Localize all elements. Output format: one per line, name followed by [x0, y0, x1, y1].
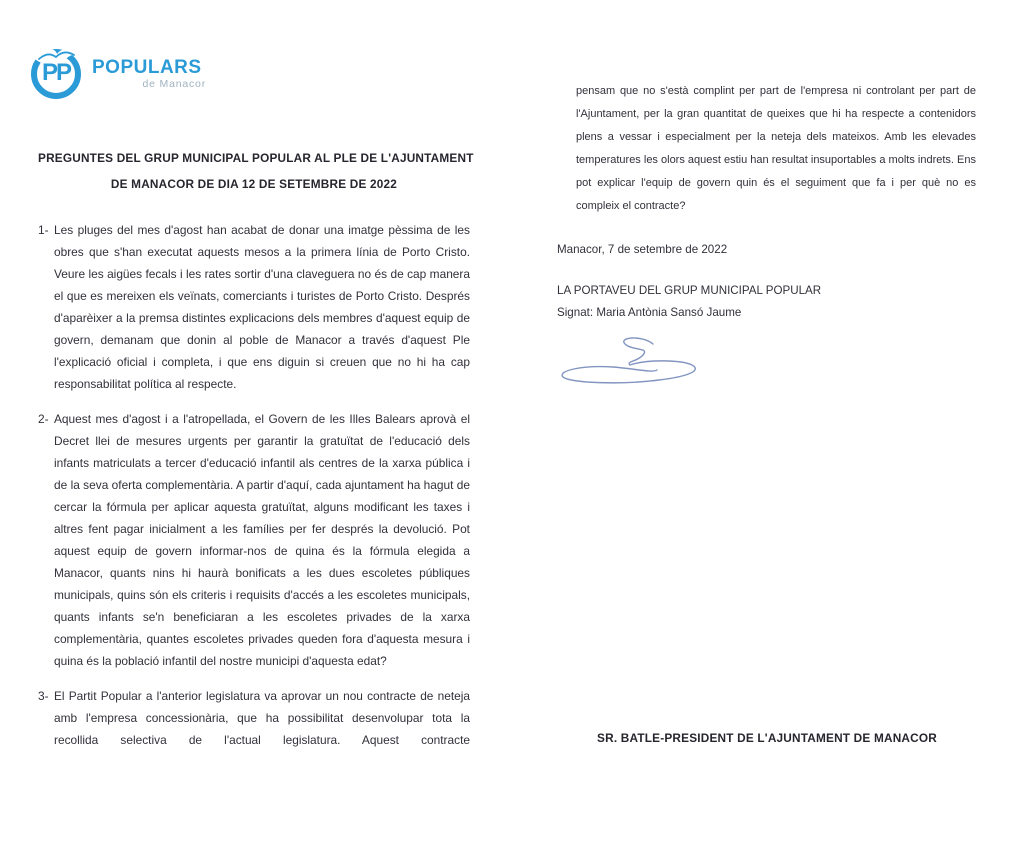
question-number: 3-	[38, 689, 49, 703]
signature-ink-icon	[554, 333, 710, 395]
addressee-line: SR. BATLE-PRESIDENT DE L'AJUNTAMENT DE MANACOR	[597, 731, 937, 745]
question-text: El Partit Popular a l'anterior legislatura va aprovar un nou contracte de neteja amb l'empresa concessionària, que ha possibilitat desenvolupar tota la recollida selectiva de l'actual legislatura. Aquest contracte	[54, 689, 470, 747]
pp-circle-logo-icon	[27, 46, 85, 100]
questions-list	[38, 219, 470, 751]
question-item-3	[38, 685, 470, 751]
signatory-role: LA PORTAVEU DEL GRUP MUNICIPAL POPULAR	[557, 284, 822, 297]
question-text: Les pluges del mes d'agost han acabat de donar una imatge pèssima de les obres que s'han executat aquests mesos a la primera línia de Porto Cristo. Veure les aigües fecals i les rates sortir d'una claveguera no és de cap manera el que es mereixen els veïnats, comerciants i turistes de Porto Cristo. Després d'aparèixer a la premsa distintes explicacions dels membres d'aquest equip de govern, demanam que donin al poble de Manacor a través d'aquest Ple l'explicació oficial i completa, i que ens diguin si creuen que no hi ha cap responsabilitat política al respecte.	[54, 223, 470, 391]
pp-monogram: PP	[41, 59, 70, 86]
question-text: Aquest mes d'agost i a l'atropellada, el Govern de les Illes Balears aprovà el Decret llei de mesures urgents per garantir la gratuïtat de l'educació dels infants matriculats a tercer d'educació infantil als centres de la xarxa pública i de la seva oferta complementària. A partir d'aquí, cada ajuntament ha hagut de cercar la fórmula per aplicar aquesta gratuïtat, alguns modificant les taxes i altres fent pagar inicialment a les famílies per fer després la devolució. Pot aquest equip de govern informar-nos de quina és la fórmula elegida a Manacor, quants nins hi haurà bonificats a les dues escoletes públiques municipals, quins són els criteris i requisits d'accés a les escoletes municipals, quants infants se'n beneficiaran a les escoletes privades de la xarxa complementària, quantes escoletes privades queden fora d'aquesta mesura i quina és la població infantil del nostre municipi d'aquesta edat?	[54, 412, 470, 668]
document-title-line2: DE MANACOR DE DIA 12 DE SETEMBRE DE 2022	[110, 177, 398, 191]
question-number: 1-	[38, 223, 49, 237]
question-item-2	[38, 408, 470, 672]
signatory-name: Signat: Maria Antònia Sansó Jaume	[557, 306, 742, 319]
brand-subtitle: de Manacor	[142, 78, 206, 90]
question-3-continuation-text: pensam que no s'està complint per part de l'empresa ni controlant per part de l'Ajuntament, per la gran quantitat de queixes que hi ha respecte a contenidors plens a vessar i especialment per la neteja dels mateixos. Amb les elevades temperatures les olors aquest estiu han resultat insuportables a molts indrets. Ens pot explicar l'equip de govern quin és el seguiment que fa i per què no es compleix el contracte?	[576, 85, 976, 212]
place-and-date: Manacor, 7 de setembre de 2022	[557, 243, 728, 256]
brand-name: POPULARS	[92, 57, 202, 78]
left-column	[38, 145, 474, 764]
pp-populars-logo	[27, 46, 227, 106]
question-item-1	[38, 219, 470, 395]
handwritten-signature	[554, 333, 710, 395]
document-title-line1: PREGUNTES DEL GRUP MUNICIPAL POPULAR AL PLE DE L'AJUNTAMENT	[38, 151, 474, 165]
question-number: 2-	[38, 412, 49, 426]
document-title	[38, 145, 474, 197]
